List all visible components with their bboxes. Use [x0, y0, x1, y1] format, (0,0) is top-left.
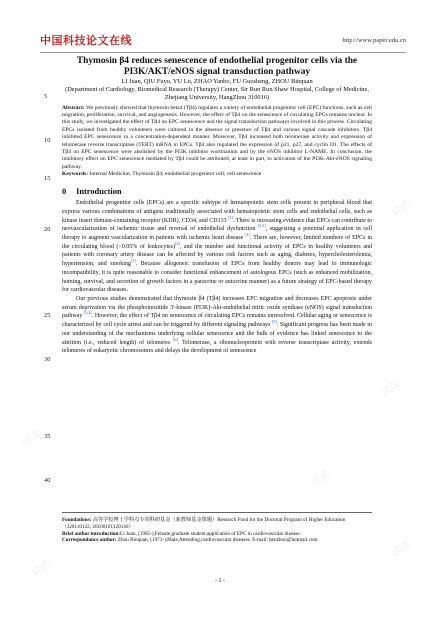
citation-link[interactable]: [1] — [245, 232, 250, 238]
footnote-correspondence: Correspondance author: Zhou Binquan, (1971-),Male,Attending,cardiovascular diseases. E-mail: benzhou@hotmail.com — [62, 537, 318, 544]
paragraph-text: . Significant progress has been made in our understanding of the mechanisms underlying cellular senescence and the bulk of evidence has linked senescence to the attrition (i.e., reduced length) of telomeres — [62, 322, 372, 346]
line-number: 40 — [44, 477, 51, 484]
section-heading — [62, 188, 372, 197]
paragraph-text: . There are, however, limited numbers of EPCs in the circulating blood (<0.05% of leukocytes) — [62, 235, 372, 250]
line-number: 5 — [44, 93, 48, 100]
citation-link[interactable]: [5] — [272, 319, 277, 325]
page-header — [40, 30, 406, 53]
citation-link[interactable]: [1] — [228, 214, 233, 220]
affiliation: (Department of Cardiology, Biomedical Research (Therapy) Center, Sir Run Run Shaw Hospital, College of Medicine, Zhejiang University, HangZhou 310016) — [65, 86, 369, 102]
paragraph-text: . There is increasing evidence that EPCs can contribute to neovascularization of ischemic tissue and reversal of endothelial dysfunction — [62, 217, 372, 233]
paragraph-text: , suggesting a potential application in cell therapy to augment vascularization in patients with ischemic heart disease — [62, 226, 372, 242]
abstract-label: Abstract: — [62, 104, 85, 111]
paragraph-text: . However, the effect of Tβ4 on senescence of circulating EPCs remains unresolved. Cellular aging or senescence is characterized by cell cycle arrest and can be triggered by different signaling pathways — [62, 313, 373, 329]
paragraph-text: Endothelial progenitor cells (EPCs) are a specific subtype of hematopoietic stem cells present in peripheral blood that express various combinations of antigens traditionally associated with hematopoietic stem cells and endothelial cells, such as kinase insert domain-containing receptor (KDR), CD34, and CD133 — [62, 200, 372, 224]
section-number: 0 — [62, 186, 67, 196]
citation-link[interactable]: [1] — [130, 258, 136, 264]
keywords-label: Keywords: — [62, 171, 89, 178]
line-number: 20 — [44, 226, 51, 233]
watermark-text: 试读 — [309, 468, 333, 490]
section-title: Introduction — [76, 186, 122, 196]
watermark-text: 试读 — [389, 538, 413, 560]
watermark-text: 试读 — [329, 108, 353, 130]
paragraph-text: , and the number and functional activity of EPCs in healthy volunteers and patients with coronary artery disease can be affected by various risk factors such as aging, diabetes, hypercholesterolemia, hypertension, and smoking — [62, 243, 373, 268]
keywords-text: Internal Medicine; Thymosin β4; endothelial progenitor cell; cell senescence — [89, 171, 262, 178]
footnote-author-intro: Brief author introduction:Li Juan, (1985-),Female,graduate student,application of EPC in cardiovascular disease. — [62, 530, 301, 537]
paper-title: Thymosin β4 reduces senescence of endothelial progenitor cells via the PI3K/AKT/eNOS signal transduction pathway — [76, 56, 358, 77]
keywords — [62, 171, 372, 178]
citation-link[interactable]: [3,4] — [84, 310, 92, 316]
intro-paragraph — [62, 295, 372, 356]
paragraph-text: . Because allogeneic transfusion of EPCs from healthy donors may lead to immunologic incompatibility, it is quite reasonable to consider functional enhancement of autologous EPCs (such as enhanced mobilization, homing, survival, and secretion of growth factors in a paracrine or autocrine manner) as a future strategy of EPC-based therapy for cardiovascular diseases. — [62, 261, 372, 294]
line-number: 35 — [44, 433, 51, 440]
citation-link[interactable]: [2,3] — [257, 223, 266, 229]
citation-link[interactable]: [6] — [173, 336, 178, 342]
introduction-text — [62, 199, 372, 356]
site-url[interactable]: http://www.paper.edu.cn — [342, 37, 406, 44]
page-number: - 1 - — [215, 578, 225, 584]
line-number: 25 — [44, 312, 51, 319]
paragraph-text: . Telomerase, a ribonucleoprotein with reverse transcriptase activity, extends telomeres of eukaryotic chromosomes and delays the development of senescence — [62, 339, 372, 355]
footnote-foundations: Foundations: 高等学校博士学科点专项科研基金（新教师基金课题）Research Fund for the Doctoral Program of Higher Education （J20110122, 20100101120140） — [62, 517, 346, 530]
abstract-text: We previously showed that thymosin beta4 (Tβ4) regulates a variety of endothelial progenitor cell (EPC) functions, such as cell migration, proliferation, survival, and angiogenesis. However, the effect of Tβ4 on the senescence of circulating EPCs remains unclear. In this study, we investigated the effect of Tβ4 on EPC senescence and the signal transduction pathways involved in this process. Circulating EPCs isolated from healthy volunteers were cultured in the absence or presence of Tβ4 and various signal cascade inhibitors. Tβ4 inhibited EPC senescence in a concentration-dependent manner. Moreover, Tβ4 increased both telomerase activity and expression of telomerase reverse transcriptase (TERT) mRNA in EPCs. Tβ4 also regulated the expression of p21, p27, and cyclin D1. The effects of Tβ4 on EPC senescence were abolished by the PI3K inhibitor wortmannin and by the eNOS inhibitor L-NAME. In conclusion, the inhibitory effect on EPC senescence mediated by Tβ4 could be attributed, at least in part, to activation of the PI3K-Akt-eNOS signaling pathway. — [62, 104, 372, 170]
watermark-text: 试读 — [29, 558, 53, 580]
citation-link[interactable]: [2] — [175, 240, 180, 246]
paper-body — [62, 56, 372, 356]
paragraph-text: Our previous studies demonstrated that thymosin β4 (Tβ4) increases EPC migration and decreases EPC apoptosis under serum deprivation via the phosphoinositide 3'-kinase (PI3K)-Akt-endothelial nitric oxide synthase (eNOS) signal transduction pathway — [62, 296, 372, 320]
watermark-text: 试读 — [19, 428, 43, 450]
intro-paragraph — [62, 199, 372, 295]
watermark-text: 试读 — [389, 198, 413, 220]
line-number: 30 — [44, 356, 51, 363]
author-list: LI Juan, QIU Fuyu, YU Lu, ZHAO Yanbo, FU Guosheng, ZHOU Binquan — [121, 78, 313, 85]
footnotes — [62, 512, 372, 544]
watermark-text: 试读 — [379, 378, 403, 400]
line-number: 10 — [44, 137, 51, 144]
line-number: 15 — [44, 175, 51, 182]
abstract — [62, 105, 372, 172]
site-logo[interactable]: 中国科技论文在线 — [40, 34, 132, 47]
watermark-text: 试读 — [299, 298, 323, 320]
